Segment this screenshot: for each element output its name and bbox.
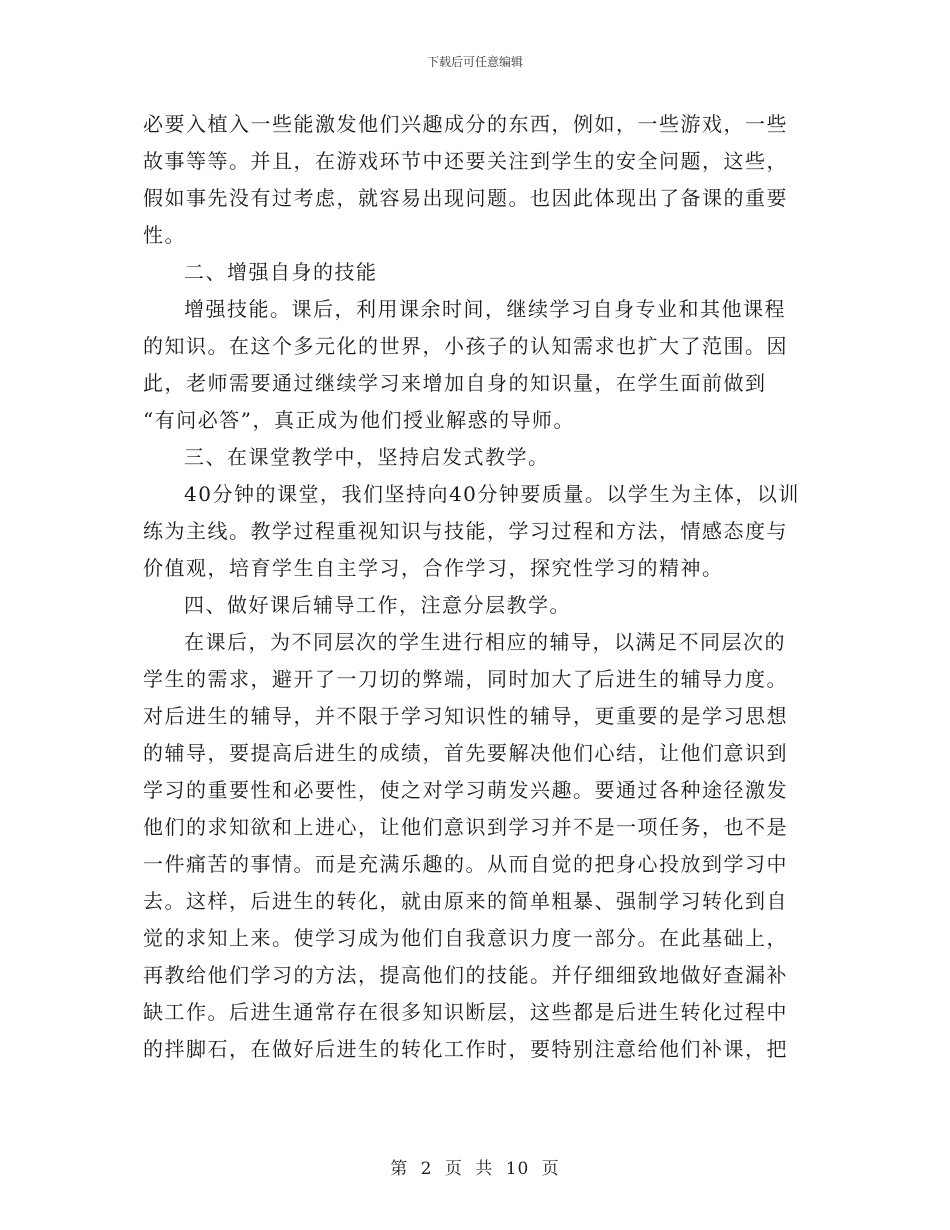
footer-total-pages: 10 <box>505 1159 530 1179</box>
footer-label-di: 第 <box>390 1159 409 1179</box>
body-line: 一件痛苦的事情。而是充满乐趣的。从而自觉的把身心投放到学习中 <box>143 852 788 876</box>
body-line: 性。 <box>143 223 186 247</box>
body-line: 40分钟的课堂，我们坚持向40分钟要质量。以学生为主体，以训 <box>184 482 800 506</box>
body-line: 的辅导，要提高后进生的成绩，首先要解决他们心结，让他们意识到 <box>143 741 788 765</box>
body-line: 的知识。在这个多元化的世界，小孩子的认知需求也扩大了范围。因 <box>143 334 788 358</box>
footer-label-ye2: 页 <box>541 1159 560 1179</box>
body-line: 他们的求知欲和上进心，让他们意识到学习并不是一项任务，也不是 <box>143 815 788 839</box>
body-line: 练为主线。教学过程重视知识与技能，学习过程和方法，情感态度与 <box>143 519 788 543</box>
body-line: 学生的需求，避开了一刀切的弊端，同时加大了后进生的辅导力度。 <box>143 667 788 691</box>
body-line: 缺工作。后进生通常存在很多知识断层，这些都是后进生转化过程中 <box>143 1000 788 1024</box>
body-line: 的拌脚石，在做好后进生的转化工作时，要特别注意给他们补课，把 <box>143 1037 788 1061</box>
body-line: 去。这样，后进生的转化，就由原来的简单粗暴、强制学习转化到自 <box>143 889 788 913</box>
section-heading: 三、在课堂教学中，坚持启发式教学。 <box>184 445 550 469</box>
body-line: 增强技能。课后，利用课余时间，继续学习自身专业和其他课程 <box>184 297 786 321</box>
header-text: 下载后可任意编辑 <box>426 55 523 69</box>
body-line: 在课后，为不同层次的学生进行相应的辅导，以满足不同层次的 <box>184 630 786 654</box>
page-footer <box>0 1154 950 1179</box>
body-line: 价值观，培育学生自主学习，合作学习，探究性学习的精神。 <box>143 556 724 580</box>
section-heading: 二、增强自身的技能 <box>184 260 378 284</box>
body-line: 对后进生的辅导，并不限于学习知识性的辅导，更重要的是学习思想 <box>143 704 788 728</box>
footer-label-ye: 页 <box>444 1159 463 1179</box>
page-header <box>0 53 950 70</box>
body-line: 假如事先没有过考虑，就容易出现问题。也因此体现出了备课的重要 <box>143 186 788 210</box>
body-line: 学习的重要性和必要性，使之对学习萌发兴趣。要通过各种途径激发 <box>143 778 788 802</box>
body-line: 再教给他们学习的方法，提高他们的技能。并仔细细致地做好查漏补 <box>143 963 788 987</box>
body-line: 必要入植入一些能激发他们兴趣成分的东西，例如，一些游戏，一些 <box>143 112 788 136</box>
document-body <box>143 106 807 1068</box>
section-heading: 四、做好课后辅导工作，注意分层教学。 <box>184 593 571 617</box>
body-line: 觉的求知上来。使学习成为他们自我意识力度一部分。在此基础上， <box>143 926 788 950</box>
footer-label-gong: 共 <box>475 1159 494 1179</box>
body-line: 此，老师需要通过继续学习来增加自身的知识量，在学生面前做到 <box>143 371 767 395</box>
body-line: “有问必答”，真正成为他们授业解惑的导师。 <box>143 408 575 432</box>
body-line: 故事等等。并且，在游戏环节中还要关注到学生的安全问题，这些， <box>143 149 788 173</box>
footer-current-page: 2 <box>420 1159 433 1179</box>
